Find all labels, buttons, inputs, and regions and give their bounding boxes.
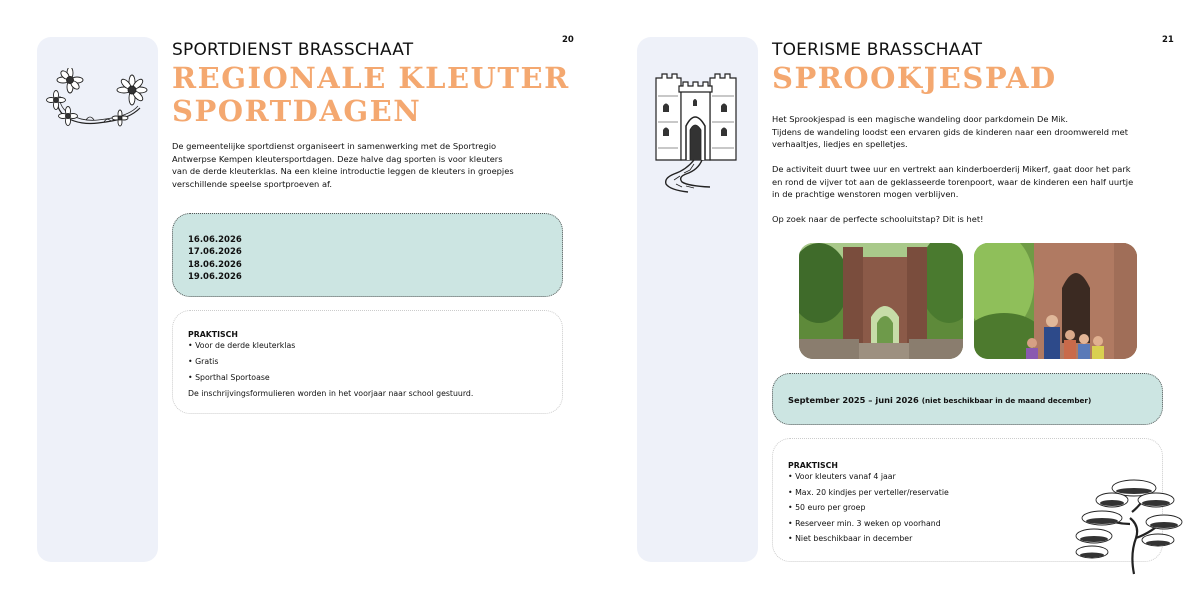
castle-gate-photo bbox=[799, 243, 963, 359]
period-main: September 2025 – juni 2026 bbox=[788, 395, 919, 405]
practical-heading: PRAKTISCH bbox=[788, 461, 838, 470]
bonsai-tree-icon bbox=[1072, 474, 1184, 578]
period-note: (niet beschikbaar in de maand december) bbox=[921, 396, 1092, 405]
page-kicker: TOERISME BRASSCHAAT bbox=[772, 40, 983, 60]
practical-note: De inschrijvingsformulieren worden in het voorjaar naar school gestuurd. bbox=[188, 389, 474, 398]
title-line-1: REGIONALE KLEUTER bbox=[172, 61, 570, 95]
practical-item: • Voor de derde kleuterklas bbox=[188, 341, 296, 350]
intro-line: van de derde kleuterklas. Na een kleine introductie leggen de kleuters in groepjes bbox=[172, 166, 514, 176]
page-number: 20 bbox=[562, 35, 574, 45]
practical-item: • 50 euro per groep bbox=[788, 503, 866, 513]
paragraph-line: Tijdens de wandeling loodst een ervaren gids de kinderen naar een droomwereld met bbox=[772, 126, 1129, 137]
paragraph-1 bbox=[772, 113, 1172, 151]
paragraph-3: Op zoek naar de perfecte schooluitstap? Dit is het! bbox=[772, 214, 984, 224]
paragraph-line: Het Sprookjespad is een magische wandeling door parkdomein De Mik. bbox=[772, 114, 1069, 124]
flower-wreath-icon bbox=[46, 68, 154, 130]
practical-item: • Max. 20 kindjes per verteller/reservatie bbox=[788, 487, 949, 497]
practical-item: • Reserveer min. 3 weken op voorhand bbox=[788, 518, 941, 528]
tower-with-children-photo bbox=[974, 243, 1137, 359]
intro-text bbox=[172, 140, 567, 190]
practical-item: • Sporthal Sportoase bbox=[188, 373, 270, 382]
period-box bbox=[772, 373, 1163, 425]
date-item: 17.06.2026 bbox=[188, 247, 242, 258]
paragraph-line: De activiteit duurt twee uur en vertrekt aan kinderboerderij Mikerf, gaat door het park bbox=[772, 164, 1131, 174]
paragraph-line: verhaaltjes, liedjes en spelletjes. bbox=[772, 139, 908, 149]
practical-heading: PRAKTISCH bbox=[188, 330, 238, 339]
practical-item: • Gratis bbox=[188, 357, 219, 366]
practical-item: • Niet beschikbaar in december bbox=[788, 534, 913, 544]
paragraph-line: en rond de vijver tot aan de geklasseerde torenpoort, waar de kinderen een half uurtje bbox=[772, 176, 1134, 187]
page-title bbox=[172, 62, 582, 128]
paragraph-line: in de prachtige wenstoren mogen verblijven. bbox=[772, 189, 959, 199]
intro-line: verschillende speelse sportproeven af. bbox=[172, 178, 332, 189]
intro-line: De gemeentelijke sportdienst organiseert in samenwerking met de Sportregio bbox=[172, 141, 497, 151]
right-page bbox=[600, 0, 1200, 600]
practical-item: • Voor kleuters vanaf 4 jaar bbox=[788, 472, 896, 481]
title-line-2: SPORTDAGEN bbox=[172, 94, 422, 128]
date-item: 16.06.2026 bbox=[188, 235, 242, 245]
paragraph-2 bbox=[772, 163, 1172, 201]
page-number: 21 bbox=[1162, 35, 1174, 45]
date-item: 19.06.2026 bbox=[188, 272, 242, 283]
page-kicker: SPORTDIENST BRASSCHAAT bbox=[172, 40, 414, 60]
date-item: 18.06.2026 bbox=[188, 259, 242, 270]
description-text bbox=[772, 113, 1172, 238]
intro-line: Antwerpse Kempen kleutersportdagen. Deze halve dag sporten is voor kleuters bbox=[172, 153, 503, 164]
page-title: SPROOKJESPAD bbox=[772, 61, 1057, 95]
castle-gate-icon bbox=[650, 66, 746, 194]
practical-box bbox=[172, 310, 563, 414]
dates-box bbox=[172, 213, 563, 297]
